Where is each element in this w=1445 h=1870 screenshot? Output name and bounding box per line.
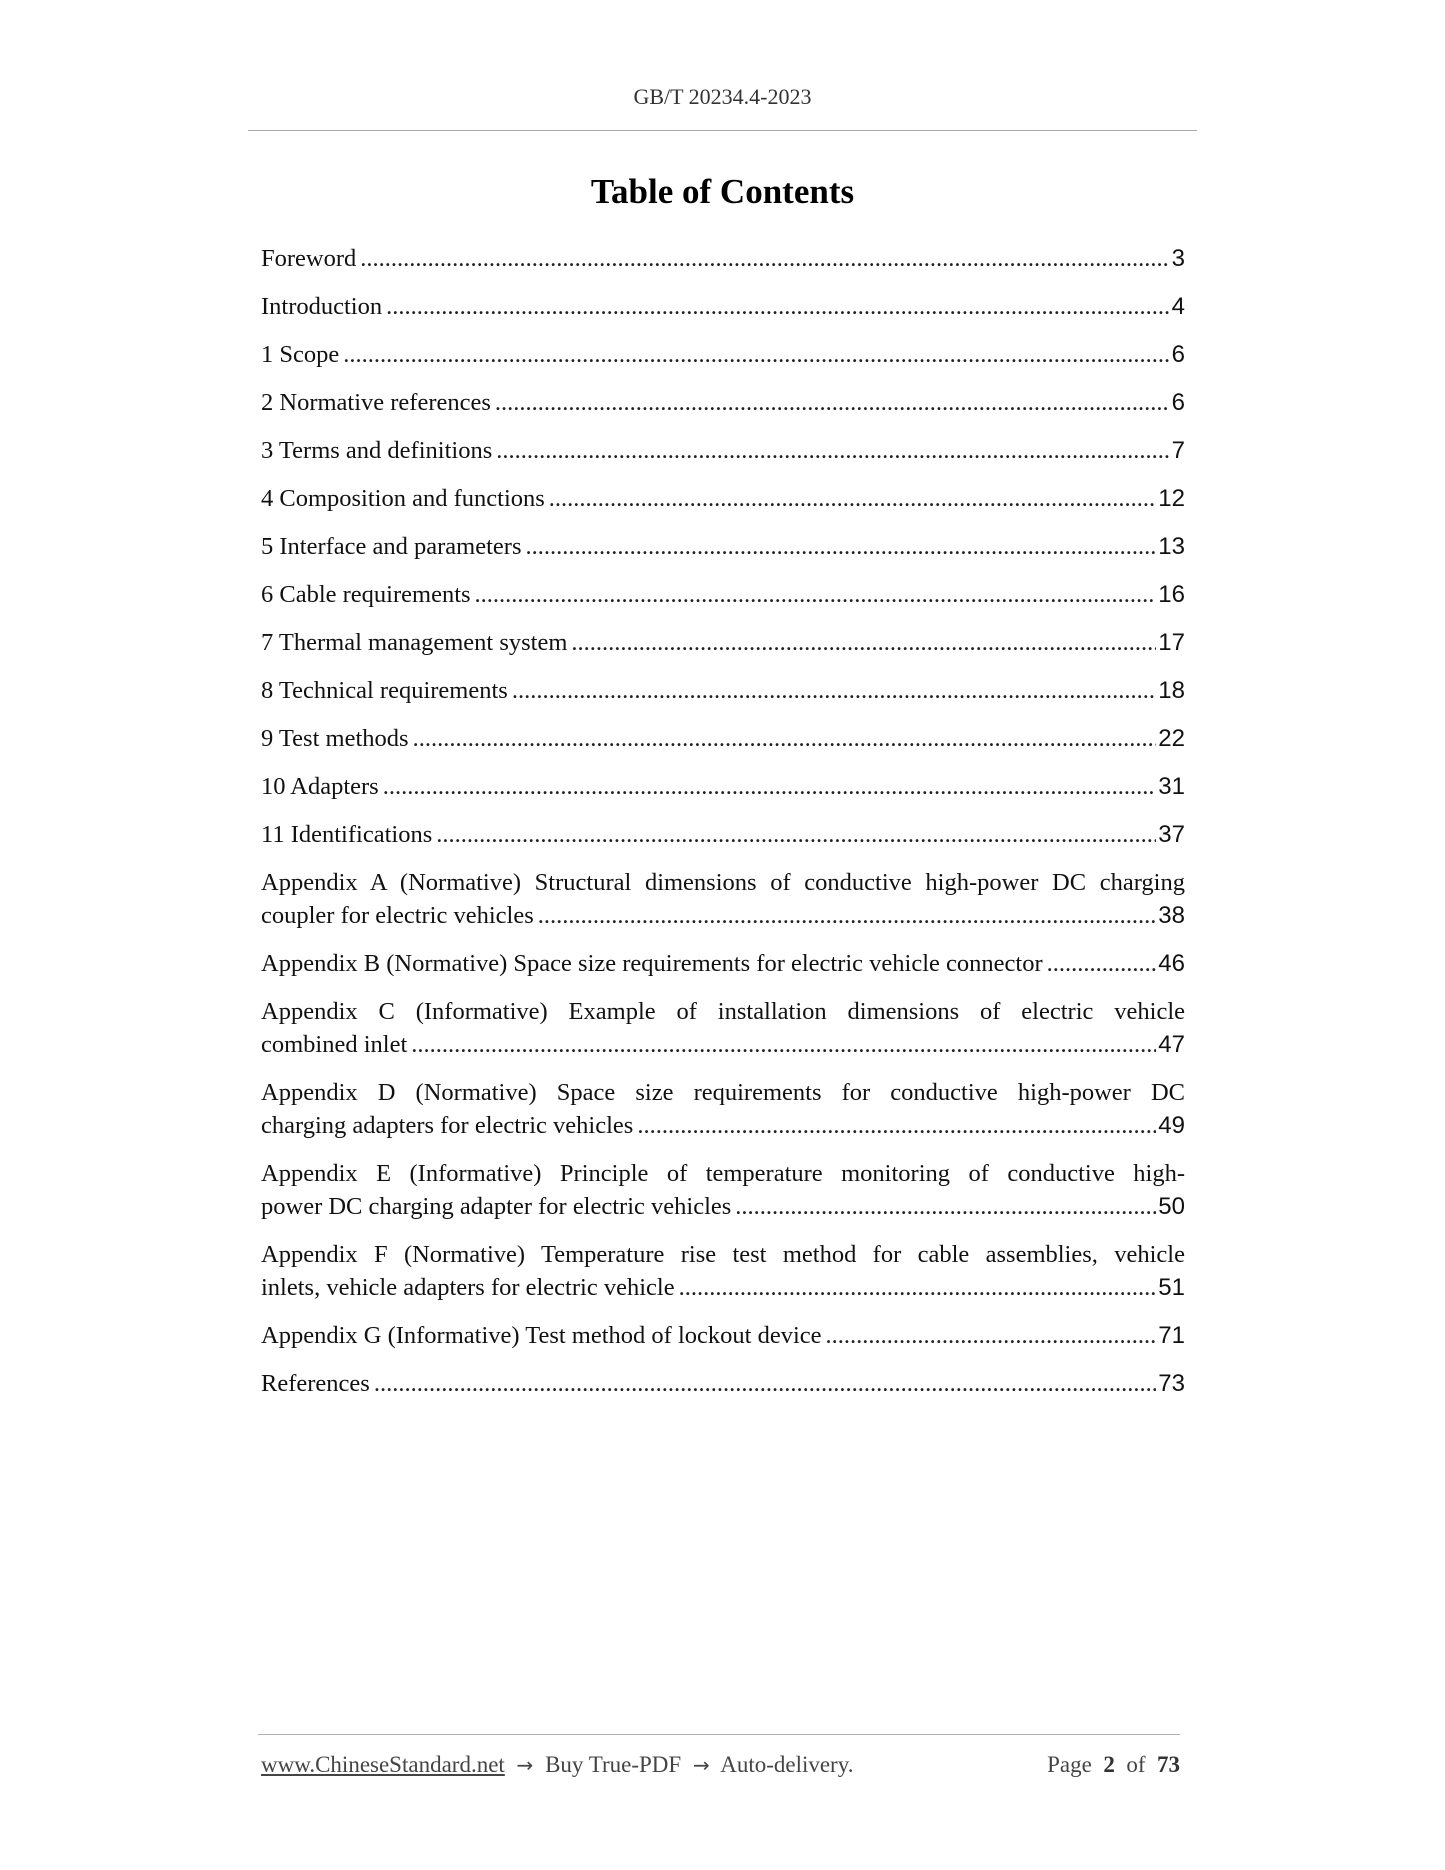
toc-entry-line	[261, 626, 1185, 659]
toc-entry[interactable]	[261, 242, 1185, 275]
toc-entry[interactable]	[261, 1076, 1185, 1142]
website-link[interactable]: www.ChineseStandard.net	[261, 1752, 505, 1777]
dot-leader	[538, 899, 1157, 932]
toc-entry-page: 38	[1158, 902, 1185, 929]
toc-entry-page: 4	[1171, 293, 1185, 320]
toc-entry-line	[261, 386, 1185, 419]
toc-entry[interactable]	[261, 290, 1185, 323]
toc-entry[interactable]	[261, 866, 1185, 932]
toc-entry[interactable]	[261, 1157, 1185, 1223]
toc-entry-title: Appendix G (Informative) Test method of lockout device	[261, 1322, 822, 1349]
toc-entry-page: 71	[1158, 1322, 1185, 1349]
toc-entry-title-line: Appendix A (Normative) Structural dimensions of conductive high-power DC charging	[261, 869, 1185, 896]
toc-entry-page: 51	[1158, 1274, 1185, 1301]
toc-entry-line	[261, 674, 1185, 707]
toc-entry-page: 7	[1171, 437, 1185, 464]
page-label: Page	[1047, 1752, 1092, 1777]
toc-entry-title: 10 Adapters	[261, 773, 379, 800]
dot-leader	[549, 482, 1157, 515]
toc-entry-title: 9 Test methods	[261, 725, 409, 752]
toc-entry-page: 6	[1171, 389, 1185, 416]
page-total: 73	[1157, 1752, 1180, 1777]
dot-leader	[495, 386, 1170, 419]
toc-entry-title: inlets, vehicle adapters for electric vehicle	[261, 1274, 675, 1301]
toc-entry-title: coupler for electric vehicles	[261, 902, 534, 929]
footer-promo	[261, 1752, 853, 1778]
toc-entry-title: 3 Terms and definitions	[261, 437, 493, 464]
toc-entry-page: 17	[1158, 629, 1185, 656]
toc-entry[interactable]	[261, 386, 1185, 419]
toc-entry-title: 5 Interface and parameters	[261, 533, 522, 560]
toc-entry-line	[261, 1367, 1185, 1400]
toc-entry-line	[261, 338, 1185, 371]
toc-entry[interactable]	[261, 947, 1185, 980]
toc-entry-page: 13	[1158, 533, 1185, 560]
toc-entry-title: 2 Normative references	[261, 389, 491, 416]
toc-entry[interactable]	[261, 626, 1185, 659]
toc-entry-line	[261, 290, 1185, 323]
toc-entry-page: 50	[1158, 1193, 1185, 1220]
toc-entry[interactable]	[261, 674, 1185, 707]
toc-entry-line	[261, 578, 1185, 611]
toc-entry-title-line: Appendix D (Normative) Space size requirements for conductive high-power DC	[261, 1079, 1185, 1106]
toc-entry[interactable]	[261, 530, 1185, 563]
page-current: 2	[1103, 1752, 1115, 1777]
toc-entry-page: 49	[1158, 1112, 1185, 1139]
toc-entry-title: 8 Technical requirements	[261, 677, 508, 704]
dot-leader	[374, 1367, 1156, 1400]
toc-entry-page: 18	[1158, 677, 1185, 704]
toc-entry-line	[261, 770, 1185, 803]
dot-leader	[475, 578, 1157, 611]
toc-entry-line	[261, 1190, 1185, 1223]
toc-entry[interactable]	[261, 722, 1185, 755]
dot-leader	[386, 290, 1170, 323]
dot-leader	[512, 674, 1156, 707]
dot-leader	[411, 1028, 1156, 1061]
dot-leader	[526, 530, 1157, 563]
toc-entry-title: combined inlet	[261, 1031, 408, 1058]
toc-entry-title-line: Appendix E (Informative) Principle of temperature monitoring of conductive high-	[261, 1160, 1185, 1187]
toc-entry[interactable]	[261, 434, 1185, 467]
toc-entry-title-line: Appendix F (Normative) Temperature rise test method for cable assemblies, vehicle	[261, 1241, 1185, 1268]
page-title: Table of Contents	[590, 172, 855, 211]
toc-entry[interactable]	[261, 1238, 1185, 1304]
toc-entry-line	[261, 947, 1185, 980]
dot-leader	[343, 338, 1169, 371]
toc-entry-page: 12	[1158, 485, 1185, 512]
toc-entry-line	[261, 434, 1185, 467]
toc-entry[interactable]	[261, 578, 1185, 611]
toc-entry[interactable]	[261, 338, 1185, 371]
toc-entry-title-line: Appendix C (Informative) Example of installation dimensions of electric vehicle	[261, 998, 1185, 1025]
dot-leader	[413, 722, 1157, 755]
toc-entry[interactable]	[261, 1367, 1185, 1400]
toc-entry-title: Foreword	[261, 245, 357, 272]
toc-entry-title: charging adapters for electric vehicles	[261, 1112, 634, 1139]
toc-entry-title: Appendix B (Normative) Space size requirements for electric vehicle connector	[261, 950, 1043, 977]
dot-leader	[436, 818, 1156, 851]
toc-entry-page: 37	[1158, 821, 1185, 848]
toc-entry-page: 6	[1171, 341, 1185, 368]
right-arrow-icon: →	[692, 1753, 710, 1777]
toc-entry-page: 73	[1158, 1370, 1185, 1397]
dot-leader	[383, 770, 1157, 803]
toc-entry-page: 47	[1158, 1031, 1185, 1058]
dot-leader	[637, 1109, 1156, 1142]
footer-divider	[258, 1734, 1180, 1735]
toc-entry-title: Introduction	[261, 293, 383, 320]
toc-entry-line	[261, 722, 1185, 755]
dot-leader	[826, 1319, 1157, 1352]
toc-entry-page: 46	[1158, 950, 1185, 977]
toc-entry-line	[261, 818, 1185, 851]
page-of-label: of	[1126, 1752, 1146, 1777]
toc-entry-line	[261, 1319, 1185, 1352]
toc-entry[interactable]	[261, 1319, 1185, 1352]
toc-entry-line	[261, 482, 1185, 515]
toc-entry-title: 4 Composition and functions	[261, 485, 545, 512]
page-number	[1047, 1752, 1180, 1778]
document-header: GB/T 20234.4-2023	[633, 84, 812, 109]
toc-entry-line	[261, 242, 1185, 275]
toc-entry-line	[261, 1271, 1185, 1304]
toc-entry[interactable]	[261, 818, 1185, 851]
toc-entry[interactable]	[261, 482, 1185, 515]
dot-leader	[571, 626, 1156, 659]
toc-entry-title: 11 Identifications	[261, 821, 433, 848]
dot-leader	[679, 1271, 1157, 1304]
header-divider	[248, 130, 1197, 131]
toc-entry-title: 7 Thermal management system	[261, 629, 568, 656]
toc-entry-title: 6 Cable requirements	[261, 581, 471, 608]
toc-entry-page: 31	[1158, 773, 1185, 800]
toc-entry-line	[261, 899, 1185, 932]
auto-delivery-text: Auto-delivery.	[720, 1752, 854, 1777]
dot-leader	[735, 1190, 1156, 1223]
toc-entry-line	[261, 530, 1185, 563]
toc-entry-line	[261, 1109, 1185, 1142]
dot-leader	[496, 434, 1169, 467]
toc-entry-page: 22	[1158, 725, 1185, 752]
toc-entry[interactable]	[261, 770, 1185, 803]
toc-entry-title: power DC charging adapter for electric vehicles	[261, 1193, 732, 1220]
toc-entry-title: References	[261, 1370, 370, 1397]
toc-entry-title: 1 Scope	[261, 341, 340, 368]
buy-pdf-text: Buy True-PDF	[545, 1752, 682, 1777]
toc-entry-line	[261, 1028, 1185, 1061]
table-of-contents	[261, 242, 1185, 1415]
right-arrow-icon: →	[516, 1753, 534, 1777]
dot-leader	[1047, 947, 1157, 980]
dot-leader	[360, 242, 1169, 275]
toc-entry-page: 16	[1158, 581, 1185, 608]
toc-entry-page: 3	[1171, 245, 1185, 272]
toc-entry[interactable]	[261, 995, 1185, 1061]
